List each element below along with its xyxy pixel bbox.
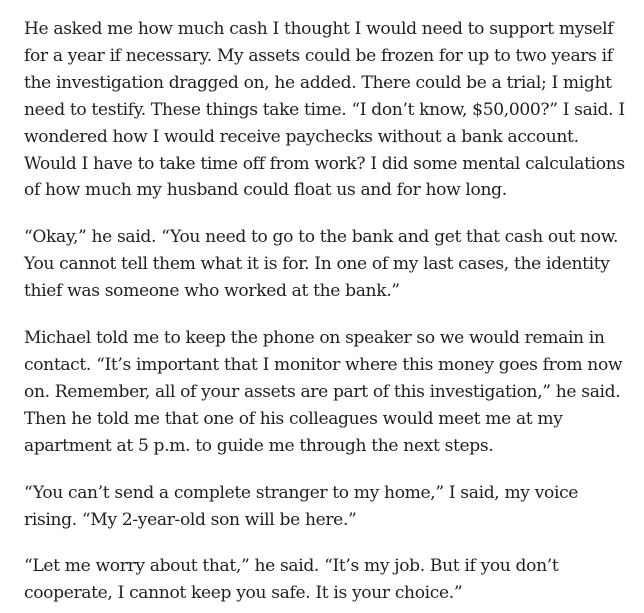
article-paragraph: He asked me how much cash I thought I would need to support myself for a year if necessary. My assets could be frozen for up to two years if the investigation dragged on, he added. There could be a trial; I might need to testify. These things take time. “I don’t know, $50,000?” I said. I wondered how I would receive paychecks without a bank account. Would I have to take time off from work? I did some mental calculations of how much my husband could float us and for how long. bbox=[24, 19, 625, 201]
article-body bbox=[24, 16, 630, 607]
article-paragraph: “You can’t send a complete stranger to my home,” I said, my voice rising. “My 2-year-old son will be here.” bbox=[24, 482, 579, 530]
article-paragraph: Michael told me to keep the phone on speaker so we would remain in contact. “It’s important that I monitor where this money goes from now on. Remember, all of your assets are part of this investigation,” he said. Then he told me that one of his colleagues would meet me at my apartment at 5 p.m. to guide me through the next steps. bbox=[24, 328, 623, 456]
article-paragraph: “Okay,” he said. “You need to go to the bank and get that cash out now. You cannot tell them what it is for. In one of my last cases, the identity thief was someone who worked at the bank.” bbox=[24, 227, 619, 302]
article-paragraph: “Let me worry about that,” he said. “It’s my job. But if you don’t cooperate, I cannot keep you safe. It is your choice.” bbox=[24, 556, 559, 604]
